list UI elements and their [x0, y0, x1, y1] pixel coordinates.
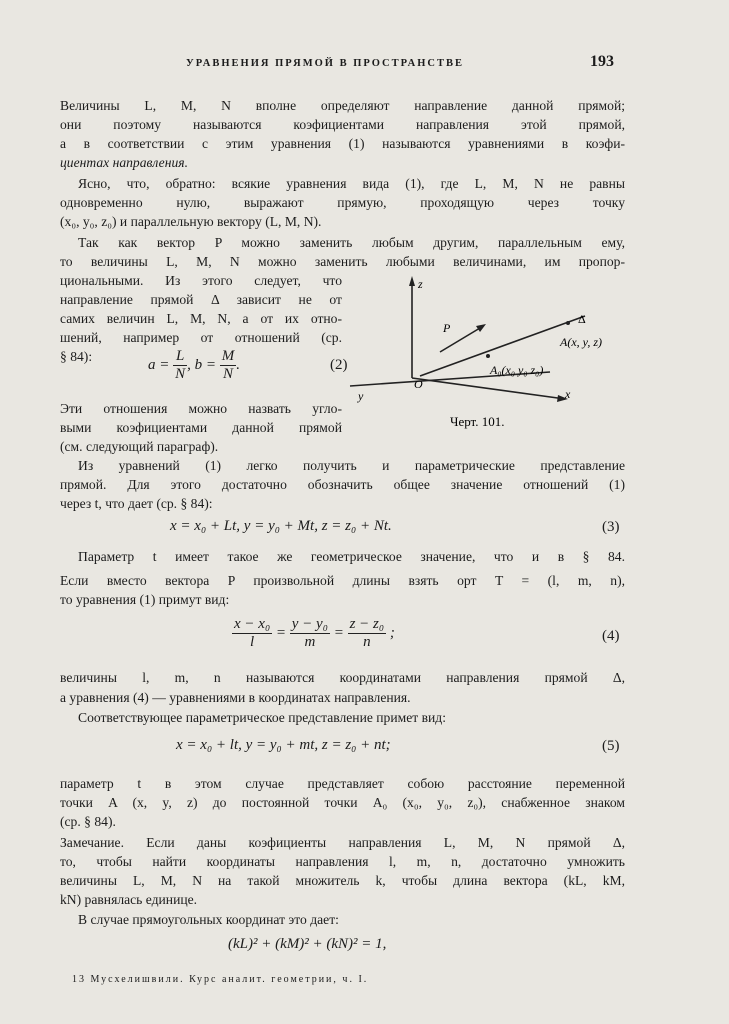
- text-line: параметр t в этом случае представляет собою расстояние переменной: [60, 776, 625, 791]
- equation-2: a = $\frac{L}{N}$ , b = $\frac{M}{N}$ .: [148, 348, 241, 382]
- text-line: то, чтобы найти координаты направления l, m, n, достаточно умножить: [60, 854, 625, 869]
- figure-101: [340, 268, 630, 438]
- text-line: а уравнения (4) — уравнениями в координатах направления.: [60, 690, 411, 705]
- text-line: (см. следующий параграф).: [60, 439, 219, 454]
- text-line: они поэтому называются коэфициентами направления этой прямой,: [60, 117, 625, 132]
- equation-4: $\frac{\text{x − x₀}}{l}$ = $\frac{\text{y − y₀}}{m}$ = $\frac{\text{z − z₀}}{n}$ ;: [234, 616, 395, 650]
- point-a0: [486, 354, 490, 358]
- point-a: [566, 321, 570, 325]
- text-line: то уравнения (1) примут вид:: [60, 592, 230, 607]
- text-line: Из уравнений (1) легко получить и параметрические представление: [78, 458, 625, 473]
- equation-number: (4): [602, 628, 620, 644]
- text-line: § 84):: [60, 349, 93, 364]
- text-line: В случае прямоугольных координат это дает:: [78, 912, 339, 927]
- figure-caption: Черт. 101.: [450, 414, 505, 429]
- text-line: выми коэфициентами данной прямой: [60, 420, 342, 435]
- text-line: величины l, m, n называются координатами направления прямой Δ,: [60, 670, 625, 685]
- point-a-label: A(x, y, z): [560, 335, 602, 349]
- text-line: а в соответствии с этим уравнения (1) называются уравнениями в коэфи-: [60, 136, 625, 151]
- x-axis: [412, 378, 565, 399]
- equation-6: (kL)² + (kM)² + (kN)² = 1,: [228, 936, 387, 952]
- text-line: Величины L, M, N вполне определяют направление данной прямой;: [60, 98, 625, 113]
- text-line: направление прямой Δ зависит не от: [60, 292, 342, 307]
- x-label: x: [565, 387, 571, 401]
- text-line: (ср. § 84).: [60, 814, 116, 829]
- text-line: шений, например от отношений (ср.: [60, 330, 342, 345]
- equation-number: (5): [602, 738, 620, 754]
- text-line: циональными. Из этого следует, что: [60, 273, 342, 288]
- equation-3: x = x₀ + Lt, y = y₀ + Mt, z = z₀ + Nt.: [170, 518, 392, 534]
- footer-signature: 13 Мусхелишвили. Курс аналит. геометрии, ч. I.: [72, 974, 369, 985]
- text-line: точки A (x, y, z) до постоянной точки A₀ (x₀, y₀, z₀), снабженное знаком: [60, 795, 625, 810]
- text-line: одновременно нулю, выражают прямую, проходящую через точку: [60, 195, 625, 210]
- text-line: Если вместо вектора P произвольной длины взять орт T = (l, m, n),: [60, 573, 625, 588]
- equation-number: (3): [602, 519, 620, 535]
- equation-5: x = x₀ + lt, y = y₀ + mt, z = z₀ + nt;: [176, 737, 391, 753]
- text-line: (x₀, y₀, z₀) и параллельную вектору (L, M, N).: [60, 214, 322, 229]
- z-label: z: [418, 277, 423, 291]
- text-line: kN) равнялась единице.: [60, 892, 198, 907]
- text-line: величины L, M, N на такой множитель k, чтобы длина вектора (kL, kM,: [60, 873, 625, 888]
- text-line: Так как вектор P можно заменить любым другим, параллельным ему,: [78, 235, 625, 250]
- equation-number: (2): [330, 357, 348, 373]
- text-line: Эти отношения можно назвать угло-: [60, 401, 342, 416]
- text-line: Соответствующее параметрическое представление примет вид:: [78, 710, 446, 725]
- point-a0-label: A₀(x₀ y₀ z₀): [490, 363, 544, 377]
- text-line: самих величин L, M, N, а от их отно-: [60, 311, 342, 326]
- origin-label: O: [414, 377, 423, 391]
- p-arrow: [476, 324, 486, 332]
- text-line: циентах направления.: [60, 155, 188, 170]
- text-line: Параметр t имеет такое же геометрическое значение, что и в § 84.: [78, 549, 625, 564]
- text-line: прямой. Для этого достаточно обозначить общее значение отношений (1): [60, 477, 625, 492]
- text-line: Ясно, что, обратно: всякие уравнения вида (1), где L, M, N не равны: [78, 176, 625, 191]
- text-line: то величины L, M, N можно заменить любыми величинами, им пропор-: [60, 254, 625, 269]
- running-title: УРАВНЕНИЯ ПРЯМОЙ В ПРОСТРАНСТВЕ: [186, 58, 465, 69]
- page-number: 193: [590, 53, 614, 70]
- p-label: P: [443, 321, 451, 335]
- z-arrow: [409, 276, 415, 286]
- delta-label: Δ: [578, 312, 586, 326]
- y-label: y: [358, 389, 364, 403]
- text-line: Замечание. Если даны коэфициенты направления L, M, N прямой Δ,: [60, 835, 625, 850]
- text-line: через t, что дает (ср. § 84):: [60, 496, 213, 511]
